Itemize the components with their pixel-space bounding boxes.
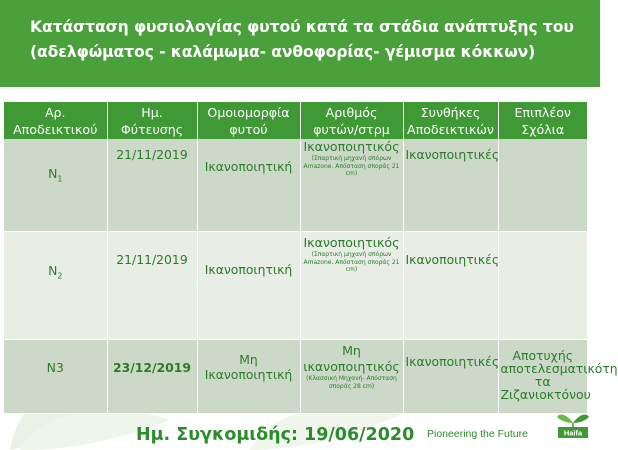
page-title-line-1: Κατάσταση φυσιολογίας φυτού κατά τα στάδια ανάπτυξης του (30, 18, 574, 36)
row-plants-note: (Κλασσική Μηχανή- Απόσταση σποράς 28 cm) (306, 375, 397, 390)
col-header-uniformity: Ομοιομορφία φυτού (197, 102, 300, 139)
row-id: $N_1$ (48, 166, 63, 184)
table-row (4, 340, 587, 414)
row-plants-main: Μη ικανοποιητικός (303, 343, 400, 374)
row-id-cell (4, 139, 107, 232)
col-header-conditions: Συνθήκες Αποδεικτικών (403, 102, 498, 139)
row-plants-main: Ικανοποιητικός (303, 235, 400, 250)
row-comments (498, 232, 587, 340)
row-conditions: Ικανοποιητικές (403, 139, 498, 232)
row-conditions: Ικανοποιητικές (403, 340, 498, 414)
row-uniformity: Ικανοποιητική (197, 139, 300, 232)
row-uniformity: Ικανοποιητική (197, 232, 300, 340)
row-id: $N_2$ (48, 263, 63, 281)
row-id: N3 (4, 340, 107, 414)
row-plants (300, 340, 403, 414)
row-plants-note: (Σπαρτική μηχανή σπόρων Amazone. Απόσταση σποράς 21 cm) (303, 155, 400, 177)
row-date: 21/11/2019 (107, 232, 197, 340)
table-header-row (4, 102, 587, 139)
title-banner (0, 0, 600, 87)
row-comments (498, 139, 587, 232)
row-plants (300, 139, 403, 232)
row-plants (300, 232, 403, 340)
company-tagline: Pioneering the Future (427, 428, 528, 440)
table-row (4, 232, 587, 340)
col-header-date: Ημ. Φύτευσης (107, 102, 197, 139)
col-header-id: Αρ. Αποδεικτικού (4, 102, 107, 139)
haifa-logo-icon (556, 409, 590, 439)
row-comments: Αποτυχής αποτελεσματικότη τα Ζιζανιοκτόνου (498, 340, 587, 414)
table-row (4, 139, 587, 232)
row-id-cell (4, 232, 107, 340)
harvest-date: Ημ. Συγκομιδής: 19/06/2020 (136, 425, 415, 445)
svg-text:Haifa: Haifa (563, 428, 583, 438)
page-title-line-2: (αδελφώματος - καλάμωμα- ανθοφορίας- γέμισμα κόκκων) (30, 43, 536, 61)
row-date: 23/12/2019 (107, 340, 197, 414)
col-header-comments: Επιπλέον Σχόλια (498, 102, 587, 139)
row-date: 21/11/2019 (107, 139, 197, 232)
page-title (30, 15, 590, 65)
col-header-plants: Αριθμός φυτών/στρμ (300, 102, 403, 139)
row-plants-note: (Σπαρτική μηχανή σπόρων Amazone. Απόσταση σποράς 21 cm) (303, 251, 400, 273)
row-plants-main: Ικανοποιητικός (303, 139, 400, 154)
row-uniformity: Μη Ικανοποιητική (197, 340, 300, 414)
status-table (4, 102, 618, 414)
row-conditions: Ικανοποιητικές (403, 232, 498, 340)
